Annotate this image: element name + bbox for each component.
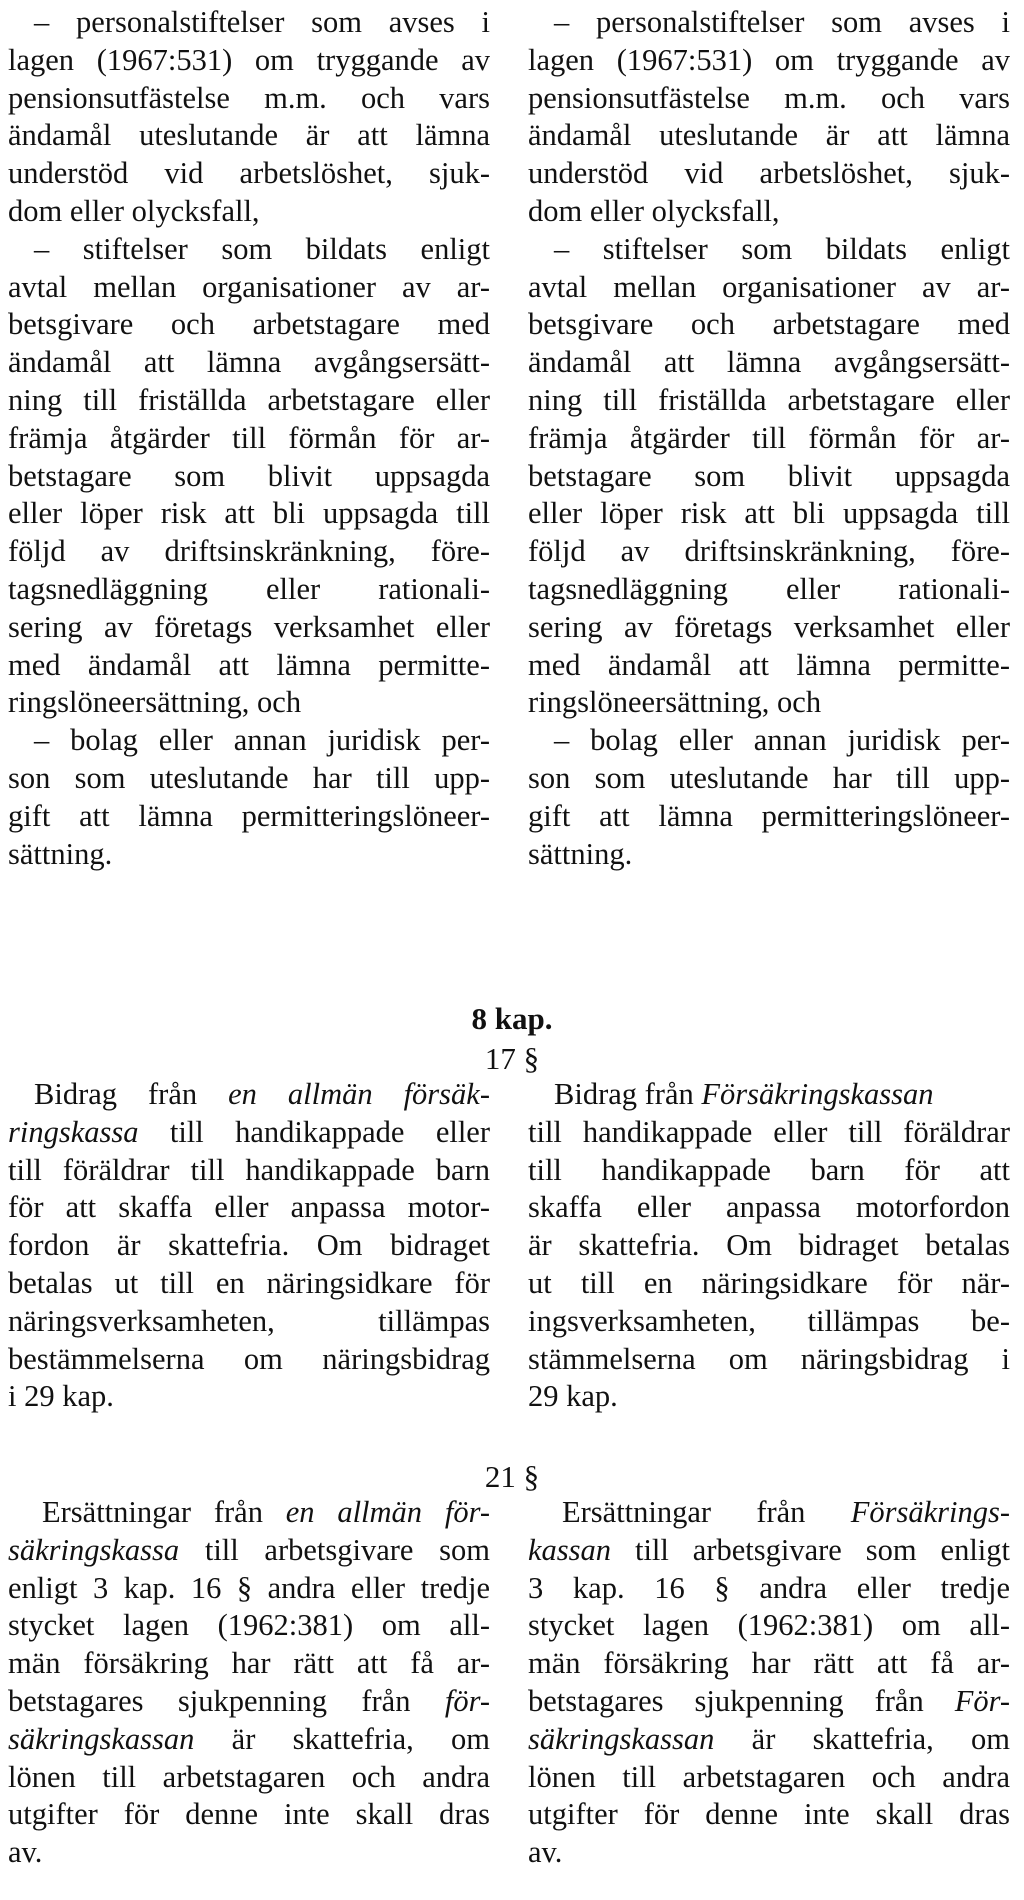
text-line: avtal mellan organisationer av ar- — [8, 269, 490, 304]
text-line: stycket lagen (1962:381) om all- — [8, 1608, 490, 1643]
text-line: – personalstiftelser som avses i — [554, 5, 1010, 39]
section-21-left-column — [8, 1494, 490, 1872]
text-line: lagen (1967:531) om tryggande av — [8, 42, 490, 77]
text-line: dom eller olycksfall, — [528, 193, 780, 228]
text-line: män försäkring har rätt att få ar- — [528, 1646, 1010, 1681]
text-line: med ändamål att lämna permitte- — [8, 647, 490, 682]
text-line: främja åtgärder till förmån för ar- — [8, 420, 490, 455]
text-line: 3 kap. 16 § andra eller tredje — [528, 1570, 1010, 1605]
text-line: stämmelserna om näringsbidrag i — [528, 1341, 1010, 1376]
text-line: ingsverksamheten, tillämpas be- — [528, 1303, 1010, 1338]
text-line: betsgivare och arbetstagare med — [8, 307, 490, 342]
text-line: gift att lämna permitteringslöneer- — [528, 798, 1010, 833]
text-line: betstagares sjukpenning från För- — [528, 1683, 1010, 1718]
section-17-heading: 17 § — [484, 1041, 540, 1076]
text-line: i 29 kap. — [8, 1379, 114, 1414]
text-line: pensionsutfästelse m.m. och vars — [8, 80, 490, 115]
text-line: avtal mellan organisationer av ar- — [528, 269, 1010, 304]
text-line: utgifter för denne inte skall dras — [528, 1797, 1010, 1832]
text-line: stycket lagen (1962:381) om all- — [528, 1608, 1010, 1643]
text-line: ändamål uteslutande är att lämna — [8, 118, 490, 153]
text-line: av. — [8, 1835, 43, 1870]
text-line: betstagare som blivit uppsagda — [8, 458, 490, 493]
text-line: kassan till arbetsgivare som enligt — [528, 1532, 1010, 1567]
text-line: – stiftelser som bildats enligt — [34, 231, 490, 266]
text-line: ändamål att lämna avgångsersätt- — [528, 345, 1010, 380]
text-line: bestämmelserna om näringsbidrag — [8, 1341, 490, 1376]
text-line: dom eller olycksfall, — [8, 193, 260, 228]
text-line: av. — [528, 1835, 563, 1870]
text-line: för att skaffa eller anpassa motor- — [8, 1190, 490, 1225]
section-17-right-column — [528, 1076, 1010, 1416]
text-line: sättning. — [528, 836, 633, 871]
text-line: eller löper risk att bli uppsagda till — [528, 496, 1010, 531]
text-line: understöd vid arbetslöshet, sjuk- — [8, 156, 490, 191]
text-line: sering av företags verksamhet eller — [528, 609, 1010, 644]
text-line: säkringskassan är skattefria, om — [8, 1721, 490, 1756]
text-line: sättning. — [8, 836, 113, 871]
text-line: – personalstiftelser som avses i — [34, 5, 490, 39]
text-line: fordon är skattefria. Om bidraget — [8, 1228, 490, 1263]
text-line: lönen till arbetstagaren och andra — [528, 1759, 1010, 1794]
text-line: följd av driftsinskränkning, före- — [8, 534, 490, 569]
text-line: ringslöneersättning, och — [528, 685, 822, 720]
chapter-heading: 8 kap. — [471, 1001, 553, 1036]
text-line: ut till en näringsidkare för när- — [528, 1265, 1010, 1300]
top-left-column — [8, 4, 490, 873]
text-line: sering av företags verksamhet eller — [8, 609, 490, 644]
text-line: pensionsutfästelse m.m. och vars — [528, 80, 1010, 115]
text-line: säkringskassa till arbetsgivare som — [8, 1532, 490, 1567]
text-line: med ändamål att lämna permitte- — [528, 647, 1010, 682]
text-line: främja åtgärder till förmån för ar- — [528, 420, 1010, 455]
text-line: män försäkring har rätt att få ar- — [8, 1646, 490, 1681]
text-line: eller löper risk att bli uppsagda till — [8, 496, 490, 531]
text-line: – bolag eller annan juridisk per- — [34, 723, 490, 758]
text-line: lönen till arbetstagaren och andra — [8, 1759, 490, 1794]
text-line: skaffa eller anpassa motorfordon — [528, 1190, 1010, 1225]
text-line: enligt 3 kap. 16 § andra eller tredje — [8, 1570, 490, 1605]
text-line: ning till friställda arbetstagare eller — [8, 382, 490, 417]
text-line: är skattefria. Om bidraget betalas — [528, 1228, 1010, 1263]
text-line: ändamål uteslutande är att lämna — [528, 118, 1010, 153]
text-line: betstagares sjukpenning från för- — [8, 1683, 490, 1718]
text-line: 29 kap. — [528, 1379, 618, 1414]
text-line: ning till friställda arbetstagare eller — [528, 382, 1010, 417]
text-line: Ersättningar från Försäkrings- — [562, 1495, 1010, 1529]
text-line: säkringskassan är skattefria, om — [528, 1721, 1010, 1756]
top-right-column — [528, 4, 1010, 873]
text-line: till föräldrar till handikappade barn — [8, 1152, 490, 1187]
text-line: son som uteslutande har till upp- — [8, 760, 490, 795]
text-line: tagsnedläggning eller rationali- — [8, 571, 490, 606]
text-line: till handikappade barn för att — [528, 1152, 1010, 1187]
text-line: utgifter för denne inte skall dras — [8, 1797, 490, 1832]
text-line: tagsnedläggning eller rationali- — [528, 571, 1010, 606]
text-line: ändamål att lämna avgångsersätt- — [8, 345, 490, 380]
text-line: ringskassa till handikappade eller — [8, 1114, 490, 1149]
section-17-left-column — [8, 1076, 490, 1416]
text-line: son som uteslutande har till upp- — [528, 760, 1010, 795]
text-line: – stiftelser som bildats enligt — [554, 231, 1010, 266]
section-21-heading: 21 § — [484, 1459, 540, 1494]
text-line: betstagare som blivit uppsagda — [528, 458, 1010, 493]
text-line: näringsverksamheten, tillämpas — [8, 1303, 490, 1338]
text-line: lagen (1967:531) om tryggande av — [528, 42, 1010, 77]
text-line: Ersättningar från en allmän för- — [42, 1495, 490, 1529]
text-line: understöd vid arbetslöshet, sjuk- — [528, 156, 1010, 191]
text-line: till handikappade eller till föräldrar — [528, 1114, 1010, 1149]
text-line: betsgivare och arbetstagare med — [528, 307, 1010, 342]
text-line: – bolag eller annan juridisk per- — [554, 723, 1010, 758]
text-line: följd av driftsinskränkning, före- — [528, 534, 1010, 569]
text-line: Bidrag från en allmän försäk- — [34, 1077, 490, 1111]
text-line: betalas ut till en näringsidkare för — [8, 1265, 490, 1300]
text-line: Bidrag från Försäkringskassan — [554, 1077, 934, 1111]
text-line: gift att lämna permitteringslöneer- — [8, 798, 490, 833]
section-21-right-column — [528, 1494, 1010, 1872]
text-line: ringslöneersättning, och — [8, 685, 302, 720]
